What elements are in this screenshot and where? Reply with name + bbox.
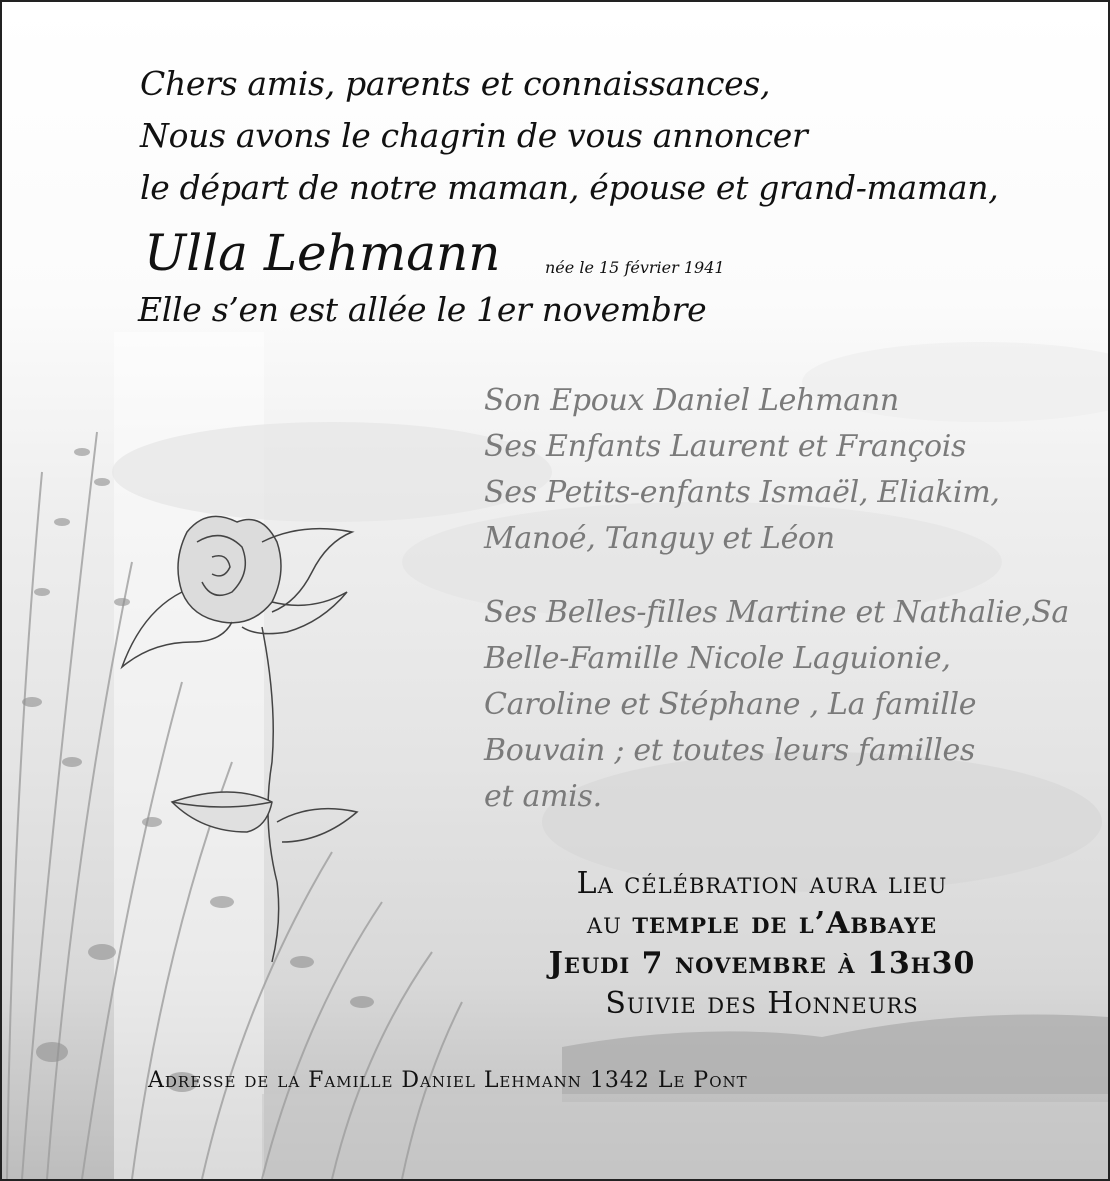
ceremony-line-2 xyxy=(452,904,1072,944)
family-address: Adresse de la Famille Daniel Lehmann 1342 Le Pont xyxy=(148,1068,748,1093)
death-line: Elle s’en est allée le 1er novembre xyxy=(138,290,707,329)
ceremony-place: temple de l’Abbaye xyxy=(632,906,938,941)
family-line: Caroline et Stéphane , La famille xyxy=(484,687,977,722)
family-line: Ses Enfants Laurent et François xyxy=(484,429,967,464)
family-line: Ses Petits-enfants Ismaël, Eliakim, xyxy=(484,475,1000,510)
family-line: Bouvain ; et toutes leurs familles xyxy=(484,733,975,768)
birth-date: née le 15 février 1941 xyxy=(545,258,725,277)
ceremony-datetime: Jeudi 7 novembre à 13h30 xyxy=(548,946,976,981)
intro-line-2: Nous avons le chagrin de vous annoncer xyxy=(140,116,808,155)
family-line: Son Epoux Daniel Lehmann xyxy=(484,383,899,418)
ceremony-date xyxy=(452,944,1072,984)
family-list-2 xyxy=(484,590,1069,820)
intro-line-1: Chers amis, parents et connaissances, xyxy=(140,64,771,103)
family-line: Belle-Famille Nicole Laguionie, xyxy=(484,641,951,676)
ceremony-info xyxy=(452,864,1072,1024)
family-line: Ses Belles-filles Martine et Nathalie,Sa xyxy=(484,595,1069,630)
family-list-1 xyxy=(484,378,1000,562)
rose-illustration xyxy=(112,502,372,972)
ceremony-line-4: Suivie des Honneurs xyxy=(605,986,919,1021)
intro-text xyxy=(140,58,998,214)
ceremony-line-1: La célébration aura lieu xyxy=(576,866,948,901)
deceased-name: Ulla Lehmann xyxy=(144,224,501,282)
ceremony-prefix: au xyxy=(586,906,633,941)
family-line: et amis. xyxy=(484,779,602,814)
family-line: Manoé, Tanguy et Léon xyxy=(484,521,835,556)
intro-line-3: le départ de notre maman, épouse et grand-maman, xyxy=(140,168,999,207)
